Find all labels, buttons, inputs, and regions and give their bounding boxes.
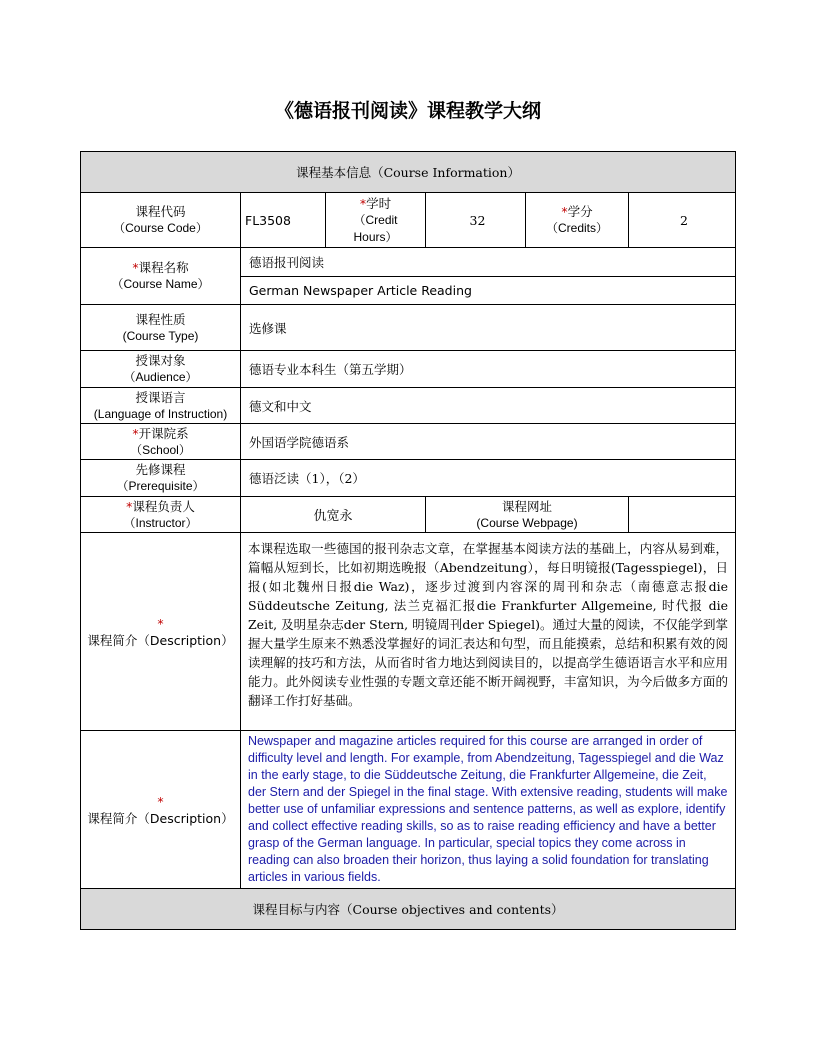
- course-info-header: 课程基本信息（Course Information）: [81, 152, 736, 193]
- language-row: [81, 388, 736, 424]
- credit-hours-label: *学时 （Credit Hours）: [326, 193, 426, 248]
- description-zh-row: [81, 533, 736, 731]
- credits-label: *学分 （Credits）: [526, 193, 629, 248]
- objectives-header-row: [81, 889, 736, 930]
- language-label: 授课语言 (Language of Instruction): [81, 388, 241, 424]
- prerequisite-row: [81, 460, 736, 497]
- description-zh-text: 本课程选取一些德国的报刊杂志文章，在掌握基本阅读方法的基础上，内容从易到难，篇幅从短到长，比如初期选晚报（Abendzeitung），每日明镜报(Tagesspiegel)，日报(如北魏州日报die Waz)，逐步过渡到内容深的周刊和杂志（南德意志报die Süddeutsche Zeitung, 法兰克福汇报die Frankfurter Allgemeine, 时代报 die Zeit, 及明星杂志der Stern, 明镜周刊der Spiegel)。通过大量的阅读，不仅能学到掌握大量学生原来不熟悉没掌握好的词汇表达和句型，而且能摸索，总结和积累有效的阅读理解的技巧和方法，从而省时省力地达到阅读目的，以提高学生德语语言水平和应用能力。此外阅读专业性强的专题文章还能不断开阔视野，丰富知识，为今后做多方面的翻译工作打好基础。: [241, 533, 736, 731]
- code-row: [81, 193, 736, 248]
- prerequisite-value: 德语泛读（1），（2）: [241, 460, 736, 497]
- school-row: [81, 424, 736, 460]
- description-en-label: *课程简介（Description）: [81, 731, 241, 889]
- course-type-value: 选修课: [241, 305, 736, 351]
- course-info-header-row: [81, 152, 736, 193]
- audience-label: 授课对象 （Audience）: [81, 351, 241, 388]
- document-title: 《德语报刊阅读》课程教学大纲: [274, 100, 541, 122]
- school-value: 外国语学院德语系: [241, 424, 736, 460]
- course-webpage-value: [629, 497, 736, 533]
- syllabus-table: [80, 151, 736, 930]
- course-name-en: German Newspaper Article Reading: [241, 277, 736, 305]
- course-code-label: 课程代码 （Course Code）: [81, 193, 241, 248]
- description-en-text: Newspaper and magazine articles required for this course are arranged in order of difficulty level and length. For example, from Abendzeitung, Tagesspiegel and die Waz in the early stage, to die Süddeutsche Zeitung, die Frankfurter Allgemeine, die Zeit, der Stern and der Spiegel in the final stage. With extensive reading, students will make better use of unfamiliar expressions and sentence patterns, as well as explore, identify and collect effective reading skills, so as to raise reading efficiency and have a better grasp of the German language. In particular, special topics they come across in reading can also broaden their horizon, thus laying a solid foundation for translating articles in various fields.: [241, 731, 736, 889]
- course-name-label: *课程名称 （Course Name）: [81, 248, 241, 305]
- course-type-row: [81, 305, 736, 351]
- prerequisite-label: 先修课程 （Prerequisite）: [81, 460, 241, 497]
- language-value: 德文和中文: [241, 388, 736, 424]
- instructor-value: 仇宽永: [241, 497, 426, 533]
- credit-hours-value: 32: [426, 193, 526, 248]
- course-webpage-label: 课程网址 (Course Webpage): [426, 497, 629, 533]
- audience-value: 德语专业本科生（第五学期）: [241, 351, 736, 388]
- course-name-row-zh: [81, 248, 736, 277]
- course-code-value: FL3508: [241, 193, 326, 248]
- audience-row: [81, 351, 736, 388]
- school-label: *开课院系 （School）: [81, 424, 241, 460]
- instructor-label: *课程负责人 （Instructor）: [81, 497, 241, 533]
- description-zh-label: *课程简介（Description）: [81, 533, 241, 731]
- description-en-row: [81, 731, 736, 889]
- credits-value: 2: [629, 193, 736, 248]
- course-name-zh: 德语报刊阅读: [241, 248, 736, 277]
- instructor-row: [81, 497, 736, 533]
- course-type-label: 课程性质 (Course Type): [81, 305, 241, 351]
- objectives-header: 课程目标与内容（Course objectives and contents）: [81, 889, 736, 930]
